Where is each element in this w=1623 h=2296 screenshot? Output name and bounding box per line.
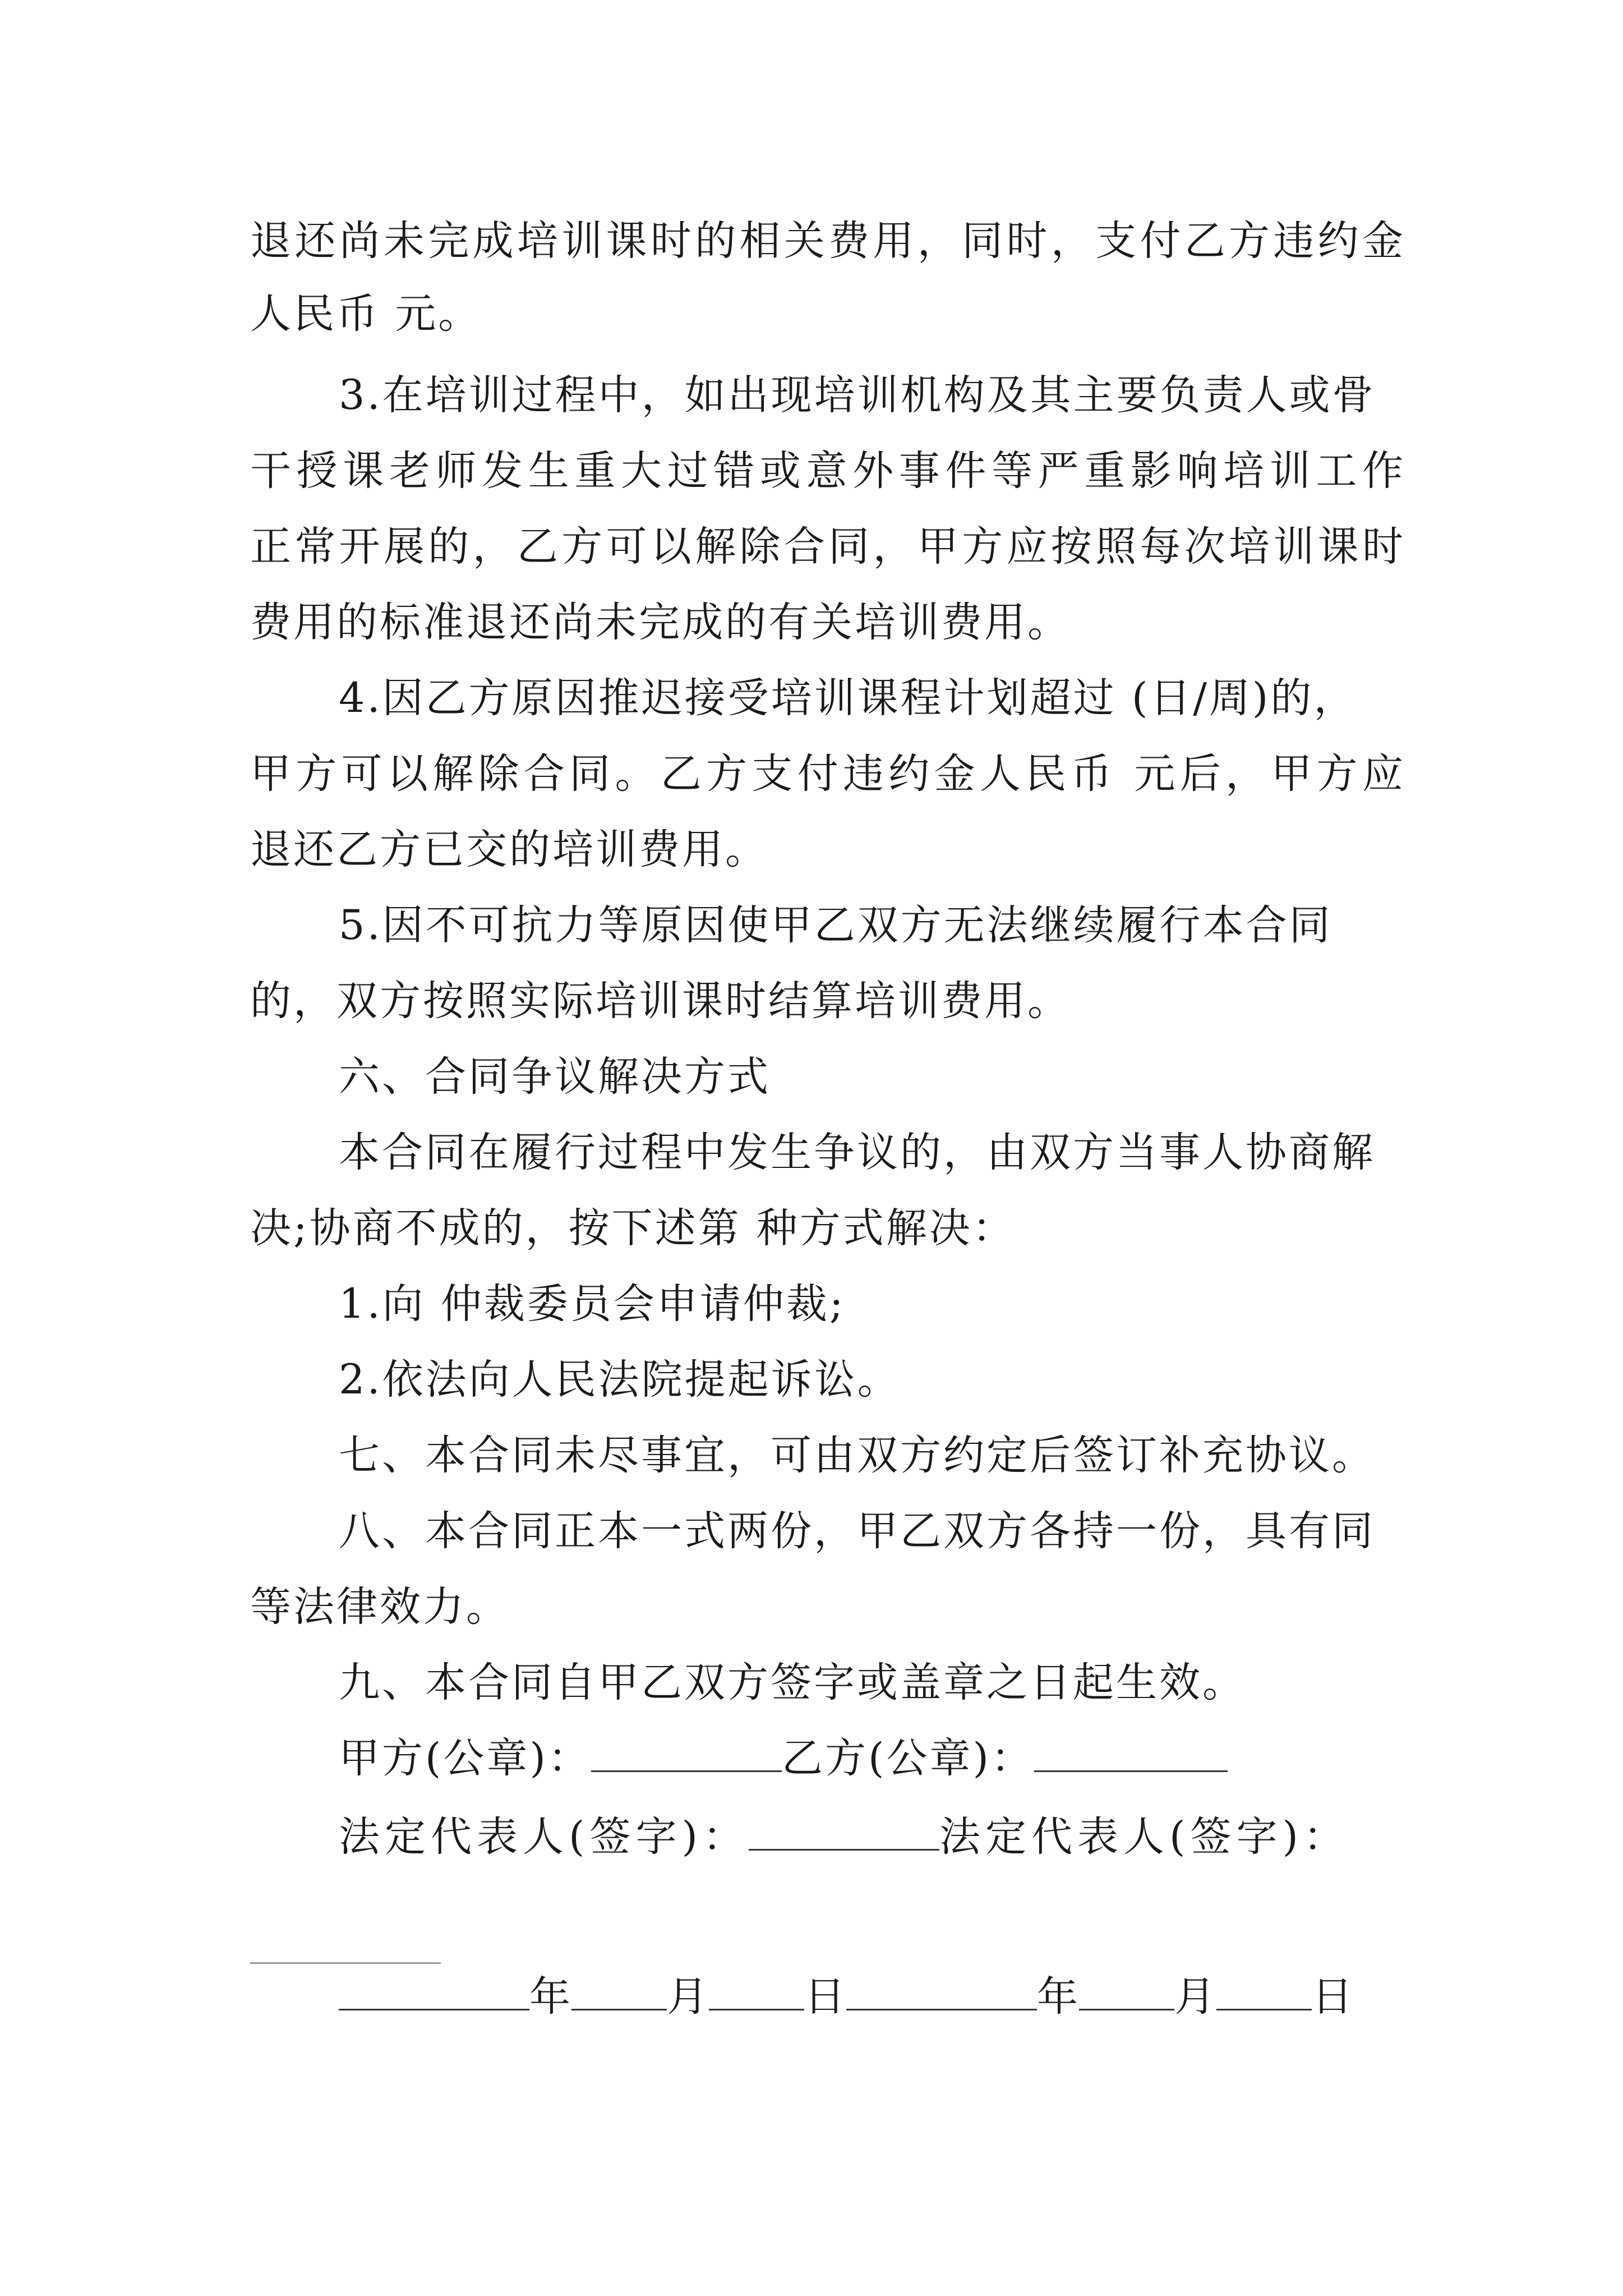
month-label-b: 月	[1174, 1973, 1216, 2021]
body-line: 5.因不可抗力等原因使甲乙双方无法继续履行本合同	[339, 901, 1332, 949]
rep-b-blank[interactable]	[250, 1962, 441, 1964]
section-heading: 六、合同争议解决方式	[339, 1053, 771, 1101]
body-line: 决;协商不成的，按下述第 种方式解决：	[250, 1204, 1016, 1252]
year-blank-a[interactable]	[339, 1974, 529, 2010]
party-a-seal-label: 甲方(公章)：	[339, 1734, 591, 1782]
body-line: 八、本合同正本一式两份，甲乙双方各持一份，具有同	[339, 1507, 1375, 1555]
party-b-seal-label: 乙方(公章)：	[781, 1734, 1034, 1782]
party-b-seal-blank[interactable]	[1034, 1736, 1228, 1772]
body-line: 干授课老师发生重大过错或意外事件等严重影响培训工作	[250, 447, 1405, 495]
body-line: 2.依法向人民法院提起诉讼。	[339, 1356, 901, 1404]
body-line: 甲方可以解除合同。乙方支付违约金人民币 元后，甲方应	[250, 750, 1405, 798]
year-label-a: 年	[529, 1973, 571, 2021]
day-label-b: 日	[1312, 1973, 1354, 2021]
body-line: 1.向 仲裁委员会申请仲裁;	[339, 1280, 846, 1328]
day-label-a: 日	[804, 1973, 846, 2021]
body-line: 本合同在履行过程中发生争议的，由双方当事人协商解	[339, 1129, 1375, 1176]
body-line: 人民币 元。	[250, 290, 482, 338]
body-line: 九、本合同自甲乙双方签字或盖章之日起生效。	[339, 1659, 1246, 1706]
rep-b-label: 法定代表人(签字)：	[939, 1813, 1349, 1861]
body-line: 4.因乙方原因推迟接受培训课程计划超过 (日/周)的，	[339, 674, 1357, 722]
representative-line	[339, 1809, 1494, 1865]
month-label-a: 月	[667, 1973, 709, 2021]
day-blank-b[interactable]	[1216, 1974, 1312, 2010]
body-line: 正常开展的，乙方可以解除合同，甲方应按照每次培训课时	[250, 523, 1405, 570]
year-label-b: 年	[1037, 1973, 1079, 2021]
rep-a-blank[interactable]	[749, 1814, 939, 1851]
rep-a-label: 法定代表人(签字)：	[339, 1813, 749, 1861]
body-line: 退还尚未完成培训课时的相关费用，同时，支付乙方违约金	[250, 217, 1405, 265]
body-line: 等法律效力。	[250, 1583, 509, 1631]
month-blank-a[interactable]	[571, 1974, 667, 2010]
date-line	[339, 1969, 1494, 2025]
body-line: 3.在培训过程中，如出现培训机构及其主要负责人或骨	[339, 371, 1376, 419]
body-line: 退还乙方已交的培训费用。	[250, 826, 768, 873]
year-blank-b[interactable]	[846, 1974, 1037, 2010]
body-line: 费用的标准退还尚未完成的有关培训费用。	[250, 599, 1071, 646]
month-blank-b[interactable]	[1079, 1974, 1174, 2010]
party-a-seal-blank[interactable]	[591, 1736, 782, 1772]
seal-line	[339, 1731, 1494, 1787]
body-line: 七、本合同未尽事宜，可由双方约定后签订补充协议。	[339, 1432, 1375, 1479]
day-blank-a[interactable]	[709, 1974, 804, 2010]
body-line: 的，双方按照实际培训课时结算培训费用。	[250, 977, 1071, 1025]
